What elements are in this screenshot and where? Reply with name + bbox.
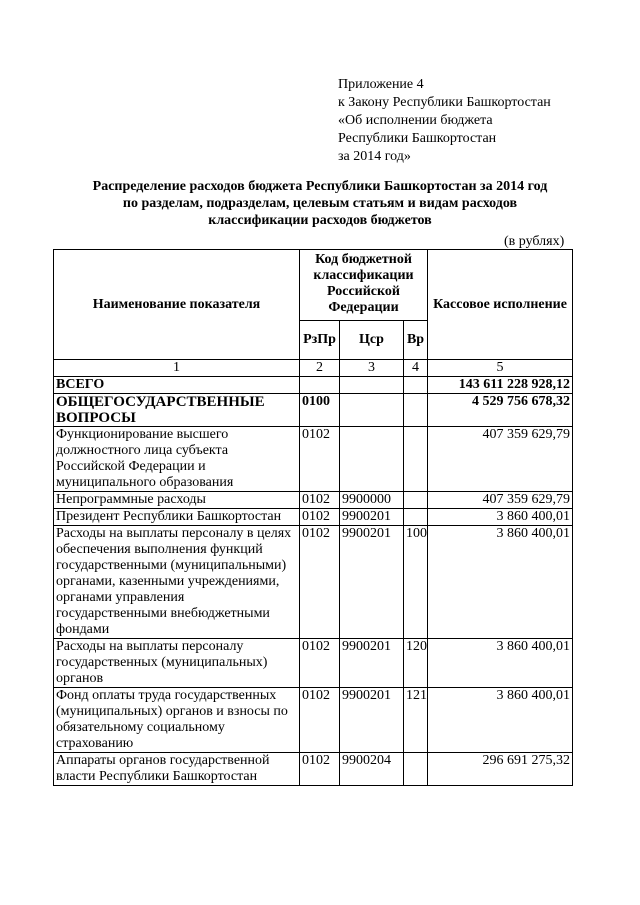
row-rzpr	[300, 377, 340, 394]
row-rzpr: 0102	[300, 639, 340, 688]
row-vr	[404, 509, 428, 526]
annex-line: Приложение 4	[338, 77, 424, 92]
row-name: Функционирование высшего должностного лица субъекта Российской Федерации и муниципального образования	[54, 427, 300, 492]
row-amount: 4 529 756 678,32	[428, 394, 573, 427]
column-number: 4	[404, 360, 428, 377]
row-rzpr: 0102	[300, 492, 340, 509]
row-amount: 407 359 629,79	[428, 492, 573, 509]
row-amount: 407 359 629,79	[428, 427, 573, 492]
row-csr: 9900201	[340, 509, 404, 526]
annex-line: за 2014 год»	[338, 149, 411, 164]
header-rzpr: РзПр	[300, 321, 340, 360]
title-line: классификации расходов бюджетов	[208, 213, 432, 228]
row-name: ОБЩЕГОСУДАРСТВЕННЫЕ ВОПРОСЫ	[54, 394, 300, 427]
annex-note	[338, 76, 551, 166]
table-row	[54, 427, 573, 492]
row-vr	[404, 427, 428, 492]
table-row	[54, 377, 573, 394]
table-row	[54, 394, 573, 427]
row-amount: 296 691 275,32	[428, 753, 573, 786]
document-title	[40, 178, 600, 229]
row-amount: 3 860 400,01	[428, 509, 573, 526]
header-name: Наименование показателя	[54, 250, 300, 360]
row-name: Расходы на выплаты персоналу государственных (муниципальных) органов	[54, 639, 300, 688]
row-csr: 9900201	[340, 639, 404, 688]
row-rzpr: 0102	[300, 688, 340, 753]
row-amount: 3 860 400,01	[428, 639, 573, 688]
table-row	[54, 526, 573, 639]
row-name: Непрограммные расходы	[54, 492, 300, 509]
column-number: 2	[300, 360, 340, 377]
header-vr: Вр	[404, 321, 428, 360]
row-vr	[404, 492, 428, 509]
budget-table	[53, 249, 573, 786]
table-row	[54, 753, 573, 786]
row-rzpr: 0100	[300, 394, 340, 427]
column-number: 5	[428, 360, 573, 377]
row-vr	[404, 753, 428, 786]
row-csr	[340, 394, 404, 427]
unit-label: (в рублях)	[504, 234, 565, 249]
row-vr	[404, 377, 428, 394]
row-rzpr: 0102	[300, 526, 340, 639]
row-vr: 100	[404, 526, 428, 639]
row-rzpr: 0102	[300, 427, 340, 492]
table-row	[54, 509, 573, 526]
row-vr: 121	[404, 688, 428, 753]
row-name: ВСЕГО	[54, 377, 300, 394]
title-line: Распределение расходов бюджета Республики Башкортостан за 2014 год	[92, 179, 548, 194]
row-vr	[404, 394, 428, 427]
row-csr: 9900201	[340, 688, 404, 753]
row-name: Президент Республики Башкортостан	[54, 509, 300, 526]
row-rzpr: 0102	[300, 509, 340, 526]
column-number: 3	[340, 360, 404, 377]
row-csr: 9900000	[340, 492, 404, 509]
annex-line: «Об исполнении бюджета	[338, 113, 493, 128]
row-csr: 9900201	[340, 526, 404, 639]
row-vr: 120	[404, 639, 428, 688]
row-csr: 9900204	[340, 753, 404, 786]
row-name: Расходы на выплаты персоналу в целях обеспечения выполнения функций государственными (муниципальными) органами, казенными учреждениями, органами управления государственными внебюджетными фондами	[54, 526, 300, 639]
header-code-group: Код бюджетной классификации Российской Федерации	[300, 250, 428, 321]
row-amount: 143 611 228 928,12	[428, 377, 573, 394]
row-csr	[340, 377, 404, 394]
table-row	[54, 688, 573, 753]
annex-line: к Закону Республики Башкортостан	[338, 95, 551, 110]
header-csr: Цср	[340, 321, 404, 360]
row-amount: 3 860 400,01	[428, 688, 573, 753]
header-exec: Кассовое исполнение	[428, 250, 573, 360]
row-name: Аппараты органов государственной власти Республики Башкортостан	[54, 753, 300, 786]
row-rzpr: 0102	[300, 753, 340, 786]
row-name: Фонд оплаты труда государственных (муниципальных) органов и взносы по обязательному социальному страхованию	[54, 688, 300, 753]
table-row	[54, 492, 573, 509]
row-amount: 3 860 400,01	[428, 526, 573, 639]
title-line: по разделам, подразделам, целевым статьям и видам расходов	[122, 196, 518, 211]
column-number: 1	[54, 360, 300, 377]
annex-line: Республики Башкортостан	[338, 131, 497, 146]
column-number-row	[54, 360, 573, 377]
table-row	[54, 639, 573, 688]
row-csr	[340, 427, 404, 492]
